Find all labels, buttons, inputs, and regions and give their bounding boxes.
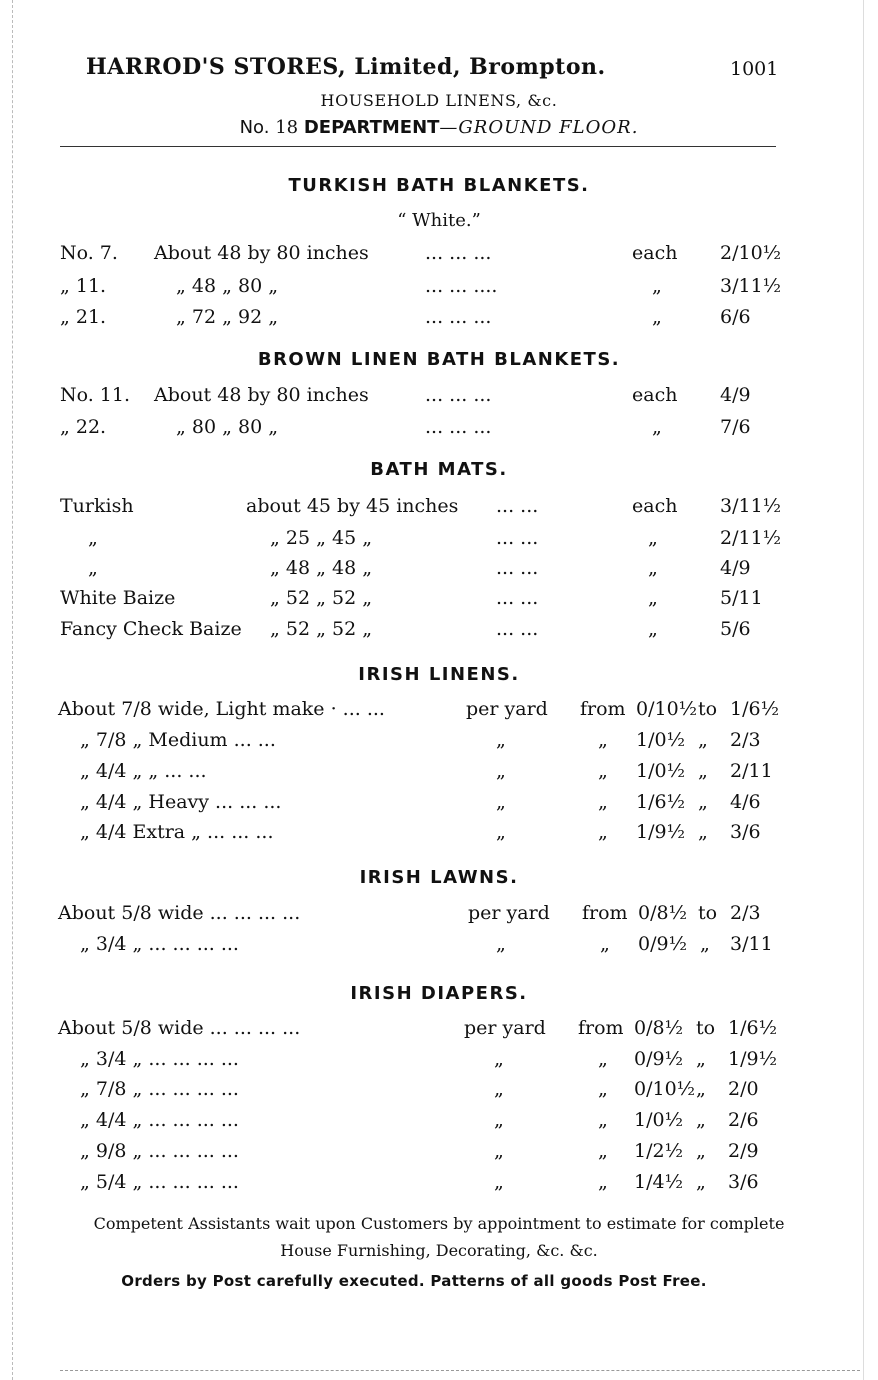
unit: „ bbox=[648, 557, 658, 579]
price-high: 2/3 bbox=[730, 902, 761, 924]
diapers-heading: IRISH DIAPERS. bbox=[350, 983, 528, 1004]
turkish-row bbox=[0, 306, 878, 336]
page-header bbox=[0, 54, 878, 144]
item-number: No. 7. bbox=[60, 242, 118, 264]
leader-dots: ... ... bbox=[496, 557, 539, 579]
unit: „ bbox=[494, 1171, 504, 1193]
item-number: „ 21. bbox=[60, 306, 107, 328]
to-label: „ bbox=[696, 1140, 706, 1162]
price-high: 1/9½ bbox=[728, 1048, 777, 1070]
price: 4/9 bbox=[720, 384, 751, 406]
from-label: from bbox=[578, 1017, 624, 1039]
price-low: 0/8½ bbox=[638, 902, 687, 924]
assistants-note bbox=[0, 1210, 878, 1264]
item-description: „ 5/4 „ ... ... ... ... bbox=[80, 1171, 239, 1193]
mat-row bbox=[0, 618, 878, 648]
to-label: „ bbox=[698, 760, 708, 782]
lawn-row bbox=[0, 902, 878, 932]
mat-name: Fancy Check Baize bbox=[60, 618, 242, 640]
from-label: „ bbox=[598, 791, 608, 813]
mat-name: „ bbox=[88, 527, 98, 549]
price-low: 1/4½ bbox=[634, 1171, 683, 1193]
mat-size: „ 48 „ 48 „ bbox=[270, 557, 373, 579]
brown-heading: BROWN LINEN BATH BLANKETS. bbox=[257, 349, 621, 370]
item-description: „ 80 „ 80 „ bbox=[176, 416, 279, 438]
unit: „ bbox=[496, 821, 506, 843]
price-high: 4/6 bbox=[730, 791, 761, 813]
price-high: 2/0 bbox=[728, 1078, 759, 1100]
to-label: „ bbox=[698, 821, 708, 843]
item-description: „ 3/4 „ ... ... ... ... bbox=[80, 933, 239, 955]
item-number: No. 11. bbox=[60, 384, 131, 406]
price-low: 0/10½ bbox=[636, 698, 698, 720]
item-description: About 7/8 wide, Light make · ... ... bbox=[58, 698, 385, 720]
unit: „ bbox=[652, 416, 662, 438]
from-label: „ bbox=[598, 1171, 608, 1193]
mats-heading: BATH MATS. bbox=[370, 459, 508, 480]
turkish-heading: TURKISH BATH BLANKETS. bbox=[288, 175, 590, 196]
price-low: 1/0½ bbox=[636, 760, 685, 782]
diaper-row bbox=[0, 1048, 878, 1078]
turkish-row bbox=[0, 275, 878, 305]
header-rule bbox=[60, 146, 776, 147]
mat-row bbox=[0, 557, 878, 587]
item-description: About 5/8 wide ... ... ... ... bbox=[58, 902, 301, 924]
item-description: „ 4/4 „ Heavy ... ... ... bbox=[80, 791, 282, 813]
note-line-1: Competent Assistants wait upon Customers by appointment to estimate for complete bbox=[93, 1214, 785, 1233]
linen-row bbox=[0, 698, 878, 728]
leader-dots: ... ... ... bbox=[425, 242, 492, 264]
item-description: „ 4/4 Extra „ ... ... ... bbox=[80, 821, 274, 843]
unit: „ bbox=[648, 618, 658, 640]
item-number: „ 22. bbox=[60, 416, 107, 438]
brown-row bbox=[0, 416, 878, 446]
item-description: „ 4/4 „ ... ... ... ... bbox=[80, 1109, 239, 1131]
brown-row bbox=[0, 384, 878, 414]
unit: „ bbox=[496, 791, 506, 813]
mat-row bbox=[0, 495, 878, 525]
mat-size: about 45 by 45 inches bbox=[246, 495, 459, 517]
leader-dots: ... ... bbox=[496, 587, 539, 609]
from-label: „ bbox=[600, 933, 610, 955]
dept-number: 18 bbox=[275, 117, 299, 138]
price-high: 3/6 bbox=[730, 821, 761, 843]
linen-row bbox=[0, 760, 878, 790]
dept-label: DEPARTMENT bbox=[303, 117, 440, 138]
to-label: to bbox=[696, 1017, 716, 1039]
price-high: 1/6½ bbox=[728, 1017, 777, 1039]
diaper-row bbox=[0, 1017, 878, 1047]
price-low: 1/9½ bbox=[636, 821, 685, 843]
unit: „ bbox=[494, 1140, 504, 1162]
price: 4/9 bbox=[720, 557, 751, 579]
item-description: About 5/8 wide ... ... ... ... bbox=[58, 1017, 301, 1039]
leader-dots: ... ... bbox=[496, 618, 539, 640]
price: 2/10½ bbox=[720, 242, 782, 264]
to-label: „ bbox=[698, 791, 708, 813]
to-label: to bbox=[698, 902, 718, 924]
item-description: „ 72 „ 92 „ bbox=[176, 306, 279, 328]
to-label: „ bbox=[696, 1171, 706, 1193]
mat-name: White Baize bbox=[60, 587, 176, 609]
linen-row bbox=[0, 821, 878, 851]
from-label: „ bbox=[598, 1048, 608, 1070]
store-name: HARROD'S STORES, Limited, Brompton. bbox=[86, 54, 606, 80]
item-description: „ 4/4 „ „ ... ... bbox=[80, 760, 207, 782]
price-high: 2/11 bbox=[730, 760, 773, 782]
item-description: „ 48 „ 80 „ bbox=[176, 275, 279, 297]
linen-row bbox=[0, 791, 878, 821]
from-label: „ bbox=[598, 729, 608, 751]
leader-dots: ... ... bbox=[496, 495, 539, 517]
price-low: 1/2½ bbox=[634, 1140, 683, 1162]
unit: „ bbox=[648, 587, 658, 609]
leader-dots: ... ... bbox=[496, 527, 539, 549]
bottom-margin-rule bbox=[60, 1370, 860, 1371]
unit: „ bbox=[496, 933, 506, 955]
mat-size: „ 52 „ 52 „ bbox=[270, 587, 373, 609]
mat-name: Turkish bbox=[60, 495, 134, 517]
price-low: 0/9½ bbox=[634, 1048, 683, 1070]
unit: per yard bbox=[466, 698, 548, 720]
to-label: „ bbox=[696, 1048, 706, 1070]
mat-size: „ 52 „ 52 „ bbox=[270, 618, 373, 640]
price-low: 0/9½ bbox=[638, 933, 687, 955]
leader-dots: ... ... ... bbox=[425, 306, 492, 328]
diaper-row bbox=[0, 1140, 878, 1170]
price-low: 0/8½ bbox=[634, 1017, 683, 1039]
price-low: 1/0½ bbox=[634, 1109, 683, 1131]
from-label: „ bbox=[598, 1140, 608, 1162]
item-description: „ 7/8 „ Medium ... ... bbox=[80, 729, 276, 751]
price-high: 3/6 bbox=[728, 1171, 759, 1193]
section-subtitle: HOUSEHOLD LINENS, &c. bbox=[320, 91, 558, 110]
item-description: About 48 by 80 inches bbox=[154, 384, 369, 406]
unit: each bbox=[632, 384, 678, 406]
unit: „ bbox=[652, 306, 662, 328]
unit: „ bbox=[496, 729, 506, 751]
item-description: „ 7/8 „ ... ... ... ... bbox=[80, 1078, 239, 1100]
item-description: About 48 by 80 inches bbox=[154, 242, 369, 264]
unit: „ bbox=[494, 1078, 504, 1100]
item-description: „ 3/4 „ ... ... ... ... bbox=[80, 1048, 239, 1070]
diaper-row bbox=[0, 1109, 878, 1139]
unit: „ bbox=[494, 1048, 504, 1070]
linens-heading: IRISH LINENS. bbox=[358, 664, 520, 685]
turkish-subheading: “ White.” bbox=[397, 210, 481, 231]
price: 3/11½ bbox=[720, 275, 782, 297]
footer-note: Orders by Post carefully executed. Patterns of all goods Post Free. bbox=[121, 1272, 707, 1290]
unit: „ bbox=[648, 527, 658, 549]
to-label: „ bbox=[700, 933, 710, 955]
price: 5/6 bbox=[720, 618, 751, 640]
leader-dots: ... ... .... bbox=[425, 275, 498, 297]
item-description: „ 9/8 „ ... ... ... ... bbox=[80, 1140, 239, 1162]
price-high: 2/6 bbox=[728, 1109, 759, 1131]
diaper-row bbox=[0, 1078, 878, 1108]
unit: „ bbox=[652, 275, 662, 297]
from-label: „ bbox=[598, 1109, 608, 1131]
department-line bbox=[0, 117, 878, 138]
price: 2/11½ bbox=[720, 527, 782, 549]
to-label: „ bbox=[696, 1109, 706, 1131]
item-number: „ 11. bbox=[60, 275, 107, 297]
unit: per yard bbox=[464, 1017, 546, 1039]
price-high: 3/11 bbox=[730, 933, 773, 955]
turkish-row bbox=[0, 242, 878, 272]
linen-row bbox=[0, 729, 878, 759]
from-label: from bbox=[580, 698, 626, 720]
mat-row bbox=[0, 527, 878, 557]
unit: „ bbox=[494, 1109, 504, 1131]
unit: each bbox=[632, 495, 678, 517]
price: 3/11½ bbox=[720, 495, 782, 517]
dept-no-label: No. bbox=[239, 117, 270, 138]
diaper-row bbox=[0, 1171, 878, 1201]
lawns-heading: IRISH LAWNS. bbox=[359, 867, 519, 888]
dept-floor: —GROUND FLOOR. bbox=[439, 117, 639, 138]
from-label: „ bbox=[598, 821, 608, 843]
mat-row bbox=[0, 587, 878, 617]
price-high: 2/9 bbox=[728, 1140, 759, 1162]
to-label: „ bbox=[696, 1078, 706, 1100]
price-high: 1/6½ bbox=[730, 698, 779, 720]
from-label: „ bbox=[598, 1078, 608, 1100]
from-label: „ bbox=[598, 760, 608, 782]
unit: per yard bbox=[468, 902, 550, 924]
from-label: from bbox=[582, 902, 628, 924]
price: 5/11 bbox=[720, 587, 763, 609]
price-low: 0/10½ bbox=[634, 1078, 696, 1100]
note-line-2: House Furnishing, Decorating, &c. &c. bbox=[280, 1241, 598, 1260]
page-number: 1001 bbox=[730, 58, 779, 80]
price: 6/6 bbox=[720, 306, 751, 328]
unit: each bbox=[632, 242, 678, 264]
price-low: 1/0½ bbox=[636, 729, 685, 751]
leader-dots: ... ... ... bbox=[425, 416, 492, 438]
unit: „ bbox=[496, 760, 506, 782]
mat-name: „ bbox=[88, 557, 98, 579]
lawn-row bbox=[0, 933, 878, 963]
to-label: to bbox=[698, 698, 718, 720]
price: 7/6 bbox=[720, 416, 751, 438]
mat-size: „ 25 „ 45 „ bbox=[270, 527, 373, 549]
price-low: 1/6½ bbox=[636, 791, 685, 813]
price-high: 2/3 bbox=[730, 729, 761, 751]
leader-dots: ... ... ... bbox=[425, 384, 492, 406]
to-label: „ bbox=[698, 729, 708, 751]
